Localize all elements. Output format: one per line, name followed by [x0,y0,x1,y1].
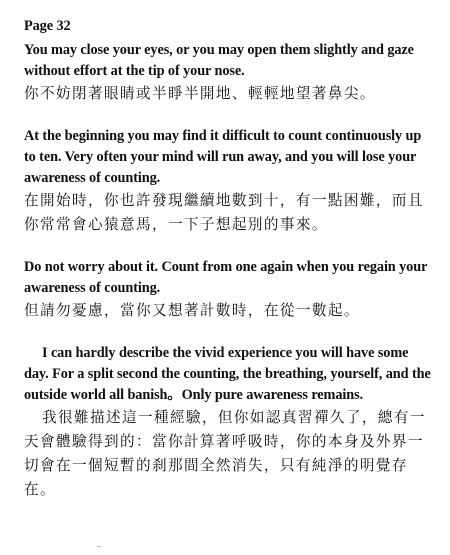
paragraph-4-chinese: 我很難描述這一種經驗，但你如認真習禪久了，總有一天會體驗得到的：當你計算著呼吸時，你的本身及外界一切會在一個短暫的刹那間全然消失，只有純淨的明覺存在。 [24,409,426,498]
paragraph-1-chinese: 你不妨閉著眼睛或半睜半開地、輕輕地望著鼻尖。 [24,85,376,102]
scan-speck [97,546,101,547]
paragraph-2-chinese: 在開始時，你也許發現繼續地數到十，有一點困難，而且你常常會心猿意馬，一下子想起別的事來。 [24,192,424,233]
paragraph-1 [24,40,434,106]
paragraph-3-english: Do not worry about it. Count from one again when you regain your awareness of counting. [24,259,428,296]
page-number: Page 32 [24,18,71,34]
paragraph-4 [24,343,434,502]
paragraph-4-english: I can hardly describe the vivid experience you will have some day. For a split second the counting, the breathing, yourself, and the outside world all banish。Only pure awareness remains. [24,345,431,403]
paragraph-2-english: At the beginning you may find it difficult to count continuously up to ten. Very often your mind will run away, and you will lose your awareness of counting. [24,128,422,186]
paragraph-1-english: You may close your eyes, or you may open them slightly and gaze without effort at the tip of your nose. [24,42,414,79]
paragraph-2 [24,126,434,237]
paragraph-3 [24,257,434,323]
text-column [24,16,434,502]
paragraph-3-chinese: 但請勿憂慮，當你又想著計數時，在從一數起。 [24,302,360,319]
